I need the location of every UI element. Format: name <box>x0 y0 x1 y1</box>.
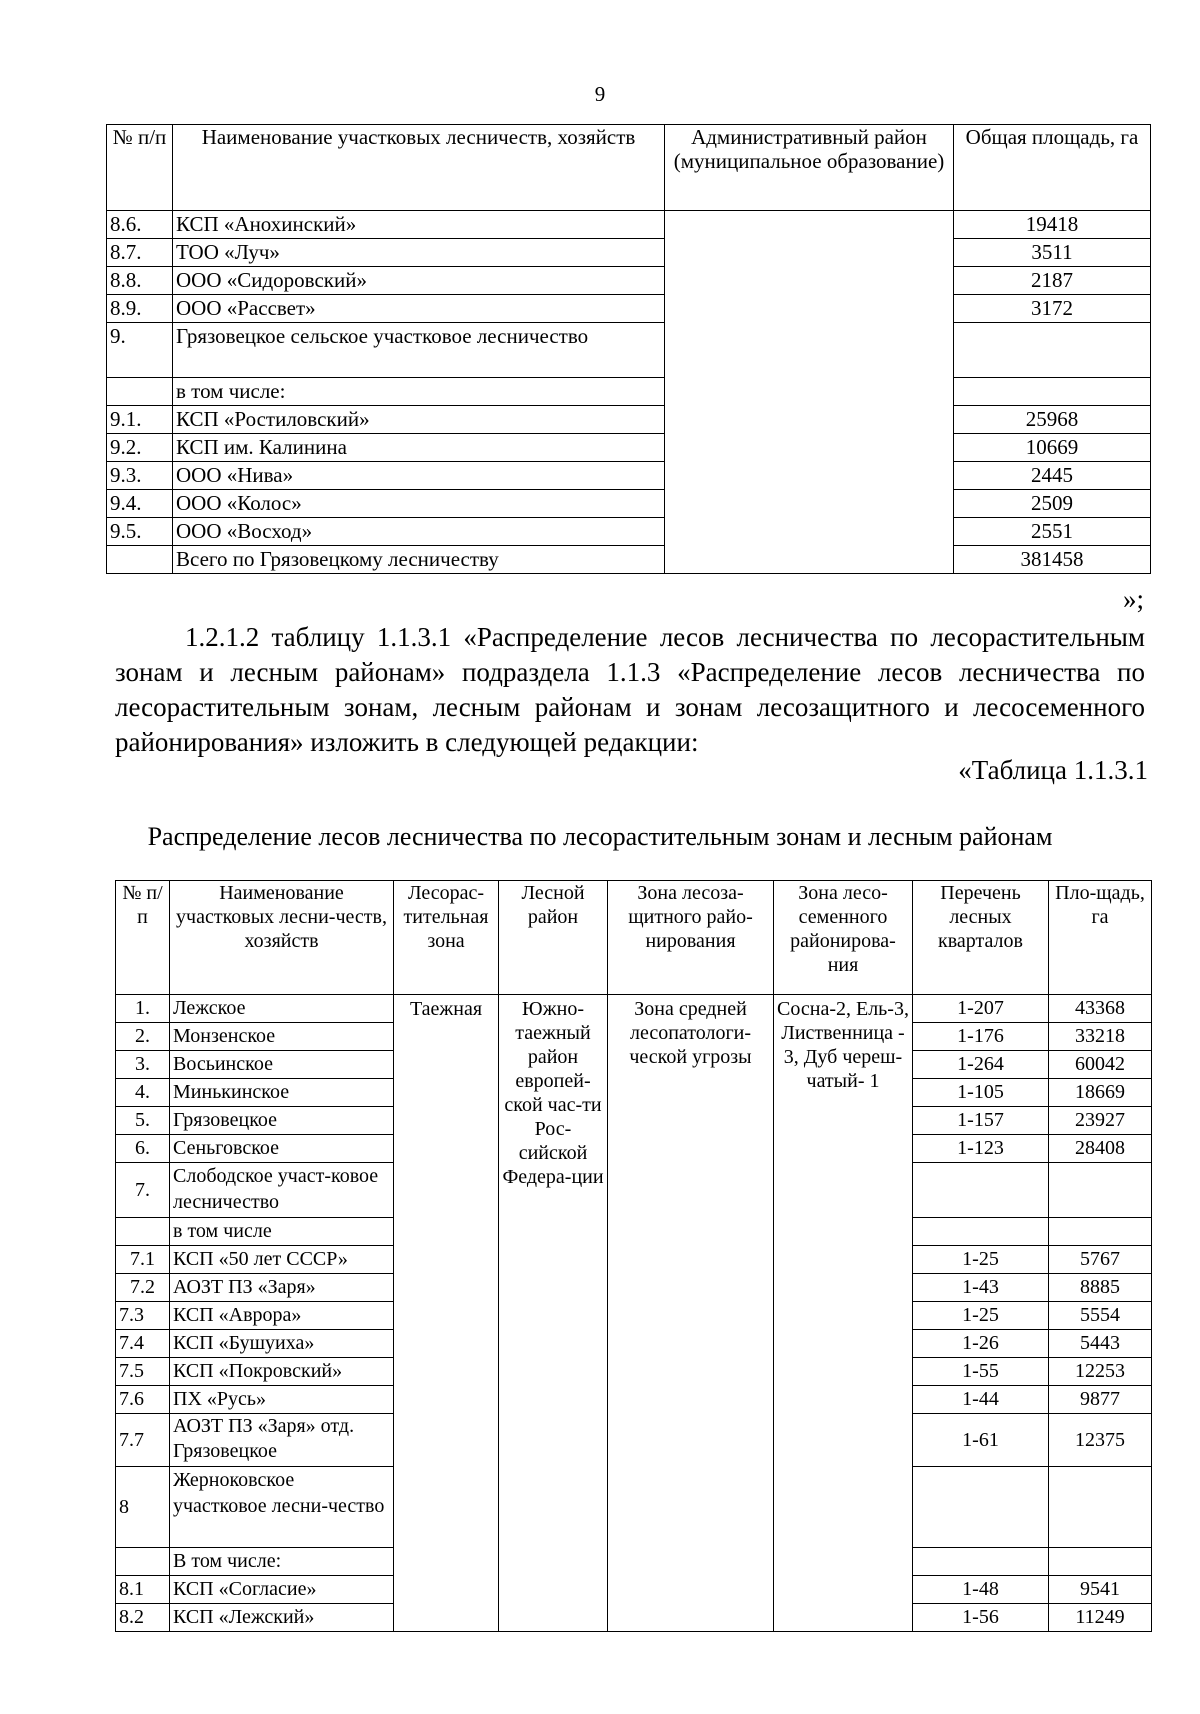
row-area: 10669 <box>954 434 1151 462</box>
row-name: Грязовецкое сельское участковое лесничество <box>173 323 665 378</box>
row-num: 8.8. <box>107 267 173 295</box>
row-area <box>1049 1467 1152 1548</box>
row-name: АОЗТ ПЗ «Заря» отд. Грязовецкое <box>170 1414 394 1467</box>
row-num: 7.5 <box>116 1358 170 1386</box>
row-name: В том числе: <box>170 1548 394 1576</box>
row-name: ПХ «Русь» <box>170 1386 394 1414</box>
table-row <box>107 295 1151 323</box>
closing-quote: »; <box>1122 584 1144 614</box>
forest-zone-table <box>115 880 1152 1632</box>
row-num: 8.1 <box>116 1576 170 1604</box>
row-name: КСП «Согласие» <box>170 1576 394 1604</box>
table-row <box>107 239 1151 267</box>
row-quarters: 1-176 <box>913 1023 1049 1051</box>
row-num: 7.3 <box>116 1302 170 1330</box>
row-area: 18669 <box>1049 1079 1152 1107</box>
row-area: 2187 <box>954 267 1151 295</box>
district-merged-cell <box>665 211 954 574</box>
table-row <box>107 211 1151 239</box>
row-name: ООО «Колос» <box>173 490 665 518</box>
row-num: 7.2 <box>116 1274 170 1302</box>
row-name: Лежское <box>170 995 394 1023</box>
row-name: Восьинское <box>170 1051 394 1079</box>
row-area <box>954 323 1151 378</box>
row-quarters: 1-264 <box>913 1051 1049 1079</box>
table-reference: «Таблица 1.1.3.1 <box>958 755 1148 785</box>
row-num <box>116 1218 170 1246</box>
row-num: 4. <box>116 1079 170 1107</box>
row-area: 5443 <box>1049 1330 1152 1358</box>
header-district: Административный район (муниципальное образование) <box>665 125 954 211</box>
row-num: 9.2. <box>107 434 173 462</box>
table-row <box>107 518 1151 546</box>
row-quarters: 1-55 <box>913 1358 1049 1386</box>
header-area: Пло-щадь, га <box>1049 881 1152 995</box>
table-row <box>107 267 1151 295</box>
row-quarters: 1-48 <box>913 1576 1049 1604</box>
row-name: Минькинское <box>170 1079 394 1107</box>
row-area: 33218 <box>1049 1023 1152 1051</box>
row-quarters: 1-44 <box>913 1386 1049 1414</box>
row-name: Монзенское <box>170 1023 394 1051</box>
forest-district-cell <box>499 995 608 1632</box>
row-name: КСП «50 лет СССР» <box>170 1246 394 1274</box>
row-area: 2509 <box>954 490 1151 518</box>
row-area: 19418 <box>954 211 1151 239</box>
header-num: № п/п <box>116 881 170 995</box>
row-area: 12253 <box>1049 1358 1152 1386</box>
table-header-row <box>107 125 1151 211</box>
row-name: КСП «Ростиловский» <box>173 406 665 434</box>
row-area: 381458 <box>954 546 1151 574</box>
row-area: 5767 <box>1049 1246 1152 1274</box>
row-area: 23927 <box>1049 1107 1152 1135</box>
seed-zone-cell <box>774 995 913 1632</box>
row-area: 60042 <box>1049 1051 1152 1079</box>
header-name: Наименование участковых лесни-честв, хозяйств <box>170 881 394 995</box>
page-number: 9 <box>594 82 606 106</box>
row-num: 9.5. <box>107 518 173 546</box>
row-num: 9.3. <box>107 462 173 490</box>
row-num: 8.9. <box>107 295 173 323</box>
row-num: 7. <box>116 1163 170 1218</box>
row-area: 3511 <box>954 239 1151 267</box>
row-num <box>107 546 173 574</box>
forest-zone-cell <box>394 995 499 1632</box>
row-quarters: 1-56 <box>913 1604 1049 1632</box>
forest-district-text: Южно-таежный район европей-ской час-ти Рос-сийской Федера-ции <box>502 998 604 1188</box>
header-num: № п/п <box>107 125 173 211</box>
table-row-total <box>107 546 1151 574</box>
row-num: 9. <box>107 323 173 378</box>
row-name: Грязовецкое <box>170 1107 394 1135</box>
row-name: ООО «Рассвет» <box>173 295 665 323</box>
row-num: 7.7 <box>116 1414 170 1467</box>
row-name: Жерноковское участковое лесни-чество <box>170 1467 394 1548</box>
row-area: 8885 <box>1049 1274 1152 1302</box>
row-quarters <box>913 1218 1049 1246</box>
row-num: 5. <box>116 1107 170 1135</box>
header-name: Наименование участковых лесничеств, хозяйств <box>173 125 665 211</box>
row-name: в том числе: <box>173 378 665 406</box>
row-area <box>954 378 1151 406</box>
forest-zone-text: Таежная <box>409 998 483 1020</box>
row-area: 2445 <box>954 462 1151 490</box>
header-seed-zone: Зона лесо-семенного районирова-ния <box>774 881 913 995</box>
row-area: 11249 <box>1049 1604 1152 1632</box>
row-quarters <box>913 1548 1049 1576</box>
row-area: 9877 <box>1049 1386 1152 1414</box>
row-num <box>116 1548 170 1576</box>
header-district: Лесной район <box>499 881 608 995</box>
row-area <box>1049 1548 1152 1576</box>
protect-zone-text: Зона средней лесопатологи-ческой угрозы <box>629 998 752 1068</box>
table-header-row <box>116 881 1152 995</box>
row-name: КСП «Анохинский» <box>173 211 665 239</box>
row-area: 3172 <box>954 295 1151 323</box>
table-row <box>116 995 1152 1023</box>
row-area: 2551 <box>954 518 1151 546</box>
row-num: 8.7. <box>107 239 173 267</box>
row-num: 1. <box>116 995 170 1023</box>
protect-zone-cell <box>608 995 774 1632</box>
table-caption: Распределение лесов лесничества по лесорастительным зонам и лесным районам <box>147 822 1053 851</box>
row-name: Всего по Грязовецкому лесничеству <box>173 546 665 574</box>
row-name: ООО «Нива» <box>173 462 665 490</box>
row-area: 5554 <box>1049 1302 1152 1330</box>
row-num: 8.2 <box>116 1604 170 1632</box>
row-name: ТОО «Луч» <box>173 239 665 267</box>
row-quarters <box>913 1163 1049 1218</box>
table-row <box>107 462 1151 490</box>
row-name: АОЗТ ПЗ «Заря» <box>170 1274 394 1302</box>
row-num: 9.1. <box>107 406 173 434</box>
header-quarters: Перечень лесных кварталов <box>913 881 1049 995</box>
row-num: 8 <box>116 1467 170 1548</box>
row-area <box>1049 1163 1152 1218</box>
row-area: 12375 <box>1049 1414 1152 1467</box>
row-num: 6. <box>116 1135 170 1163</box>
row-quarters: 1-157 <box>913 1107 1049 1135</box>
table-row <box>107 406 1151 434</box>
row-name: Сеньговское <box>170 1135 394 1163</box>
row-name: КСП «Аврора» <box>170 1302 394 1330</box>
table-row <box>107 378 1151 406</box>
row-name: Слободское участ-ковое лесничество <box>170 1163 394 1218</box>
row-name: в том числе <box>170 1218 394 1246</box>
row-quarters <box>913 1467 1049 1548</box>
row-area: 28408 <box>1049 1135 1152 1163</box>
row-area: 43368 <box>1049 995 1152 1023</box>
table-row <box>107 434 1151 462</box>
row-name: ООО «Восход» <box>173 518 665 546</box>
row-num: 9.4. <box>107 490 173 518</box>
row-quarters: 1-43 <box>913 1274 1049 1302</box>
row-area: 9541 <box>1049 1576 1152 1604</box>
row-name: КСП «Бушуиха» <box>170 1330 394 1358</box>
row-name: КСП «Лежский» <box>170 1604 394 1632</box>
header-zone: Лесорас-тительная зона <box>394 881 499 995</box>
row-quarters: 1-25 <box>913 1302 1049 1330</box>
table-row <box>107 323 1151 378</box>
row-num: 2. <box>116 1023 170 1051</box>
row-name: КСП им. Калинина <box>173 434 665 462</box>
row-quarters: 1-26 <box>913 1330 1049 1358</box>
row-area: 25968 <box>954 406 1151 434</box>
row-quarters: 1-105 <box>913 1079 1049 1107</box>
forestry-area-table <box>106 124 1151 574</box>
header-area: Общая площадь, га <box>954 125 1151 211</box>
row-name: ООО «Сидоровский» <box>173 267 665 295</box>
row-num: 7.1 <box>116 1246 170 1274</box>
row-num: 7.6 <box>116 1386 170 1414</box>
row-num: 7.4 <box>116 1330 170 1358</box>
row-num <box>107 378 173 406</box>
row-quarters: 1-207 <box>913 995 1049 1023</box>
row-quarters: 1-61 <box>913 1414 1049 1467</box>
table-row <box>107 490 1151 518</box>
seed-zone-text: Сосна-2, Ель-3, Лиственница - 3, Дуб череш-чатый- 1 <box>777 998 909 1092</box>
row-quarters: 1-25 <box>913 1246 1049 1274</box>
row-name: КСП «Покровский» <box>170 1358 394 1386</box>
row-num: 3. <box>116 1051 170 1079</box>
row-num: 8.6. <box>107 211 173 239</box>
header-protect-zone: Зона лесоза-щитного райо-нирования <box>608 881 774 995</box>
row-area <box>1049 1218 1152 1246</box>
row-quarters: 1-123 <box>913 1135 1049 1163</box>
amendment-paragraph: 1.2.1.2 таблицу 1.1.3.1 «Распределение лесов лесничества по лесорастительным зонам и лесным районам» подраздела 1.1.3 «Распределение лесов лесничества по лесорастительным зонам, лесным районам и зонам лесозащитного и лесосеменного районирования» изложить в следующей редакции: <box>115 622 1145 757</box>
